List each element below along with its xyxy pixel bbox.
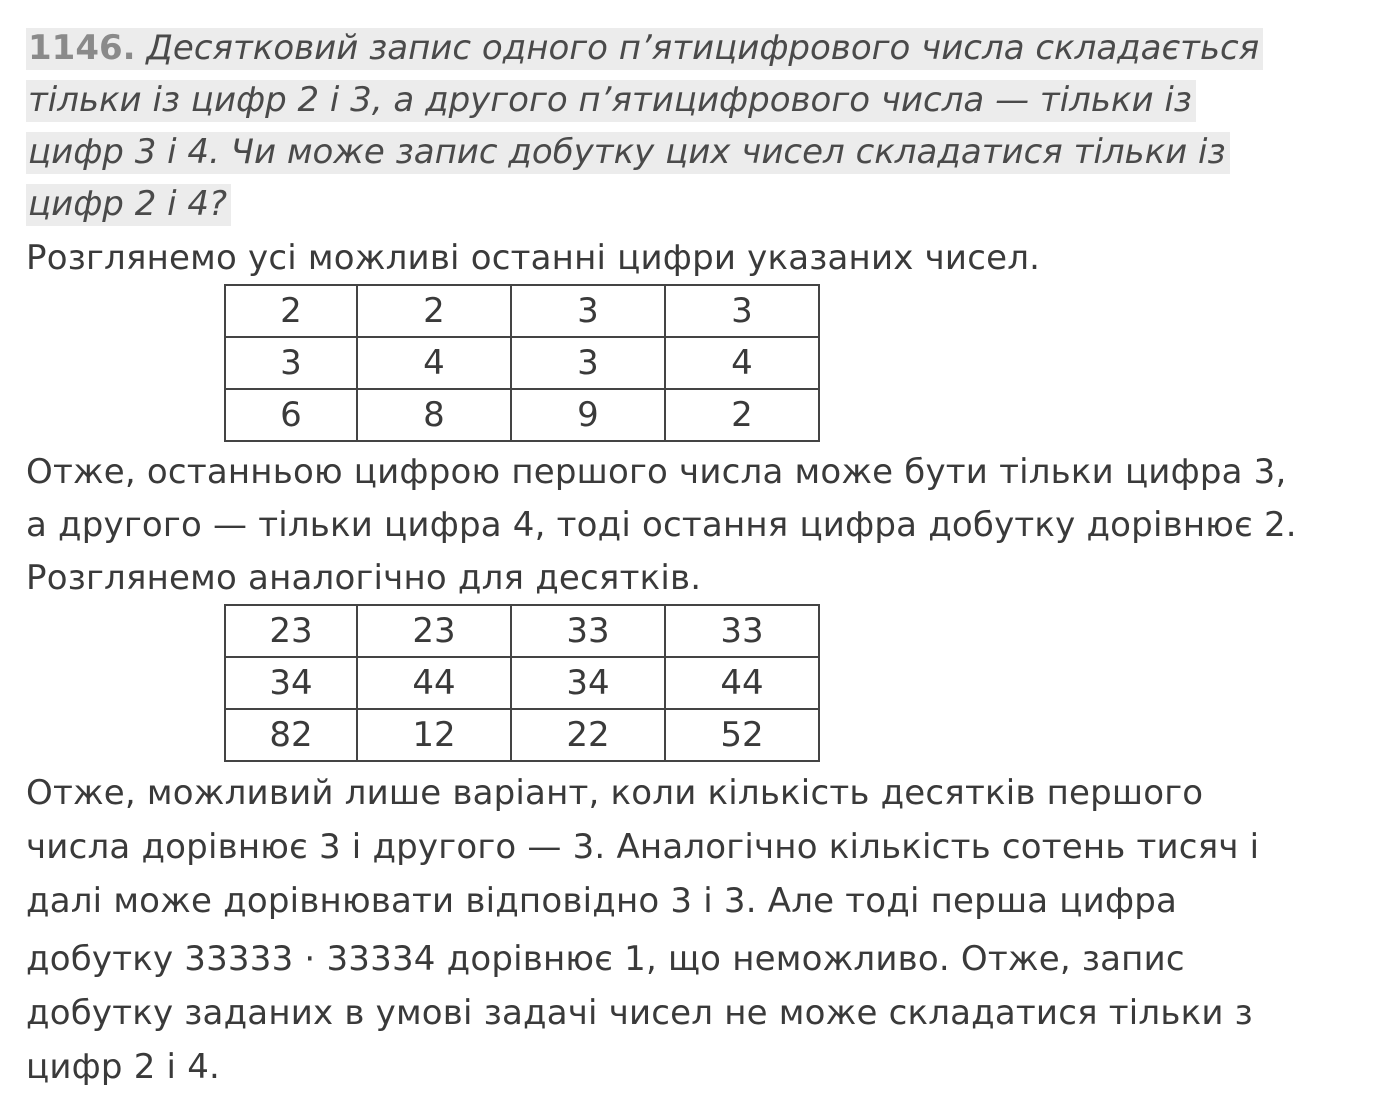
conclusion-paragraph (26, 766, 1259, 1094)
reasoning-paragraph (26, 446, 1297, 605)
table-cell: 22 (511, 709, 665, 761)
text-line: числа дорівнює 3 і другого — 3. Аналогічно кількість сотень тисяч і (26, 827, 1260, 867)
problem-line: тільки із цифр 2 і 3, а другого п’ятицифрового числа — тільки із (26, 74, 1366, 126)
table-cell: 3 (511, 337, 665, 389)
table-cell: 33 (665, 605, 819, 657)
text-line: Отже, останньою цифрою першого числа може бути тільки цифра 3, (26, 452, 1287, 492)
text-line: Розглянемо аналогічно для десятків. (26, 558, 702, 598)
table-cell: 2 (357, 285, 511, 337)
text-line: а другого — тільки цифра 4, тоді остання цифра добутку дорівнює 2. (26, 505, 1297, 545)
problem-line: 1146. Десятковий запис одного п’ятицифрового числа складається (26, 22, 1366, 74)
table-cell: 3 (665, 285, 819, 337)
table-cell: 2 (665, 389, 819, 441)
table-cell: 4 (665, 337, 819, 389)
text-line: Отже, можливий лише варіант, коли кількість десятків першого (26, 773, 1204, 813)
text-line: цифр 2 і 4. (26, 1047, 221, 1087)
problem-statement (26, 22, 1366, 230)
table-cell: 12 (357, 709, 511, 761)
table-cell: 34 (225, 657, 357, 709)
table-cell: 9 (511, 389, 665, 441)
table-cell: 3 (225, 337, 357, 389)
table-cell: 23 (225, 605, 357, 657)
table-row (225, 657, 819, 709)
table-cell: 44 (357, 657, 511, 709)
table-cell: 82 (225, 709, 357, 761)
tens-digits-table (224, 604, 820, 762)
problem-line: цифр 3 і 4. Чи може запис добутку цих чисел складатися тільки із (26, 126, 1366, 178)
table-row (225, 389, 819, 441)
table-cell: 8 (357, 389, 511, 441)
table-cell: 44 (665, 657, 819, 709)
table-cell: 34 (511, 657, 665, 709)
problem-line: цифр 2 і 4? (26, 178, 1366, 230)
table-row (225, 605, 819, 657)
table-row (225, 285, 819, 337)
table-cell: 52 (665, 709, 819, 761)
text-line: добутку заданих в умові задачі чисел не може складатися тільки з (26, 993, 1253, 1033)
text-line: далі може дорівнювати відповідно 3 і 3. Але тоді перша цифра (26, 881, 1178, 921)
table-cell: 2 (225, 285, 357, 337)
table-cell: 33 (511, 605, 665, 657)
intro-text: Розглянемо усі можливі останні цифри указаних чисел. (26, 238, 1041, 278)
problem-number: 1146. (28, 28, 136, 68)
table-cell: 6 (225, 389, 357, 441)
table-row (225, 709, 819, 761)
table-cell: 23 (357, 605, 511, 657)
table-row (225, 337, 819, 389)
table-cell: 3 (511, 285, 665, 337)
text-line: добутку 33333 · 33334 дорівнює 1, що неможливо. Отже, запис (26, 939, 1185, 979)
table-cell: 4 (357, 337, 511, 389)
last-digits-table (224, 284, 820, 442)
